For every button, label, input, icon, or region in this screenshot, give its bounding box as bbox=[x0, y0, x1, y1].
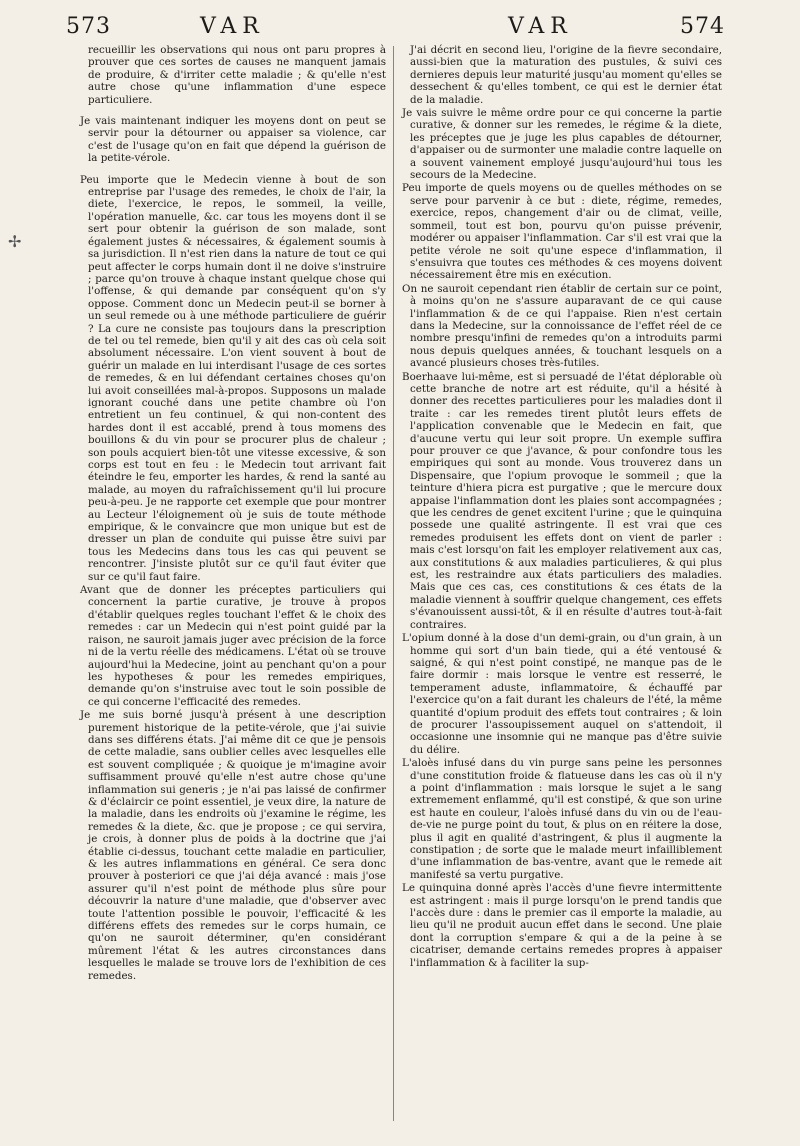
paragraph: Je me suis borné jusqu'à présent à une description purement historique de la petite-vérole, que j'ai suivie dans ses différens états. J'ai même dit ce que je pensois de cette maladie, sans oublier celles avec lesquelles elle est souvent compliquée ; & quoique je m'imagine avoir suffisamment prouvé qu'elle n'est autre chose qu'une inflammation sui generis ; je n'ai pas laissé de confirmer & d'éclaircir ce point essentiel, je veux dire, la nature de la maladie, dans les endroits où j'examine le régime, les remedes & la diete, &c. que je propose ; ce qui servira, je crois, à donner plus de poids à la doctrine que j'ai établie ci-dessus, touchant cette maladie en particulier, & les autres inflammations en général. Ce sera donc prouver à posteriori ce que j'ai déja avancé : mais j'ose assurer qu'il n'est point de méthode plus sûre pour découvrir la nature d'une maladie, que d'observer avec toute l'attention possible le pouvoir, l'efficacité & les différens effets des remedes sur le corps humain, ce qu'on ne sauroit déterminer, qu'en considérant mûrement l'état & les autres circonstances dans lesquelles le malade se trouve lors de l'exhibition de ces remedes. bbox=[80, 709, 386, 982]
paragraph: recueillir les observations qui nous ont paru propres à prouver que ces sortes de causes ne manquent jamais de produire, & d'irriter cette maladie ; & qu'elle n'est autre chose qu'une inflammation d'une espece particuliere. bbox=[88, 44, 386, 106]
paragraph: J'ai décrit en second lieu, l'origine de la fievre secondaire, aussi-bien que la maturation des pustules, & suivi ces dernieres depuis leur maturité jusqu'au moment qu'elles se dessechent & qu'elles tombent, ce qui est le dernier état de la maladie. bbox=[410, 44, 722, 106]
paragraph: L'aloès infusé dans du vin purge sans peine les personnes d'une constitution froide & flatueuse dans les cas où il n'y a point d'inflammation : mais lorsque le sujet a le sang extremement enflammé, qu'il est constipé, & que son urine est haute en couleur, l'aloès infusé dans du vin ou de l'eau-de-vie ne purge point du tout, & plus on en réitere la dose, plus il agit en qualité d'astringent, & plus il augmente la constipation ; de sorte que le malade meurt infailliblement d'une inflammation de bas-ventre, avant que le remede ait manifesté sa vertu purgative. bbox=[402, 757, 722, 881]
paragraph: Je vais maintenant indiquer les moyens dont on peut se servir pour la détourner ou appaiser sa violence, car c'est de l'usage qu'on en fait que dépend la guérison de la petite-vérole. bbox=[80, 115, 386, 165]
page-number-left: 573 bbox=[66, 14, 111, 39]
paragraph: Peu importe de quels moyens ou de quelles méthodes on se serve pour parvenir à ce but : diete, régime, remedes, exercice, repos, changement d'air ou de climat, veille, sommeil, tout est bon, pourvu qu'on puisse prévenir, modérer ou appaiser l'inflammation. Car s'il est vrai que la petite vérole ne soit qu'une espece d'inflammation, il s'ensuivra que toutes ces méthodes & ces moyens doivent nécessairement être mis en exécution. bbox=[402, 182, 722, 282]
paragraph: Boerhaave lui-même, est si persuadé de l'état déplorable où cette branche de notre art est réduite, qu'il a hésité à donner des recettes particulieres pour les maladies dont il traite : car les remedes tirent plutôt leurs effets de l'application convenable que le Medecin en fait, que d'aucune vertu qui leur soit propre. Un exemple suffira pour prouver ce que j'avance, & pour confondre tous les empiriques qui sont au monde. Vous trouverez dans un Dispensaire, que l'opium provoque le sommeil ; que la teinture d'hiera picra est purgative ; que le mercure doux appaise l'inflammation dont les plaies sont accompagnées ; que les cendres de genet excitent l'urine ; que le quinquina possede une qualité astringente. Il est vrai que ces remedes produisent les effets dont on vient de parler : mais c'est lorsqu'on fait les employer relativement aux cas, aux constitutions & aux maladies particulieres, & qui plus est, les restraindre aux états particuliers des maladies. Mais que ces cas, ces constitutions & ces états de la maladie viennent à souffrir quelque changement, ces effets s'évanouissent aussi-tôt, & il en résulte d'autres tout-à-fait contraires. bbox=[402, 370, 722, 631]
paragraph: L'opium donné à la dose d'un demi-grain, ou d'un grain, à un homme qui sort d'un bain tiede, qui a été ventousé & saigné, & qui n'est point constipé, ne manque pas de le faire dormir : mais lorsque le ventre est resserré, le temperament aduste, inflammatoire, & échauffé par l'exercice qu'on a fait durant les chaleurs de l'été, la même quantité d'opium produit des effets tout contraires ; & loin de procurer l'assoupissement auquel on s'attendoit, il occasionne une insomnie qui ne manque pas d'être suivie du délire. bbox=[402, 632, 722, 756]
paragraph: Avant que de donner les préceptes particuliers qui concernent la partie curative, je trouve à propos d'établir quelques regles touchant l'effet & le choix des remedes : car un Medecin qui n'est point guidé par la raison, ne sauroit jamais juger avec précision de la force ni de la vertu réelle des médicamens. L'état où se trouve aujourd'hui la Medecine, joint au penchant qu'on a pour les hypotheses & pour les remedes empiriques, demande qu'on s'instruise avec tout le soin possible de ce qui concerne l'efficacité des remedes. bbox=[80, 584, 386, 708]
running-title-left: VAR bbox=[200, 14, 265, 39]
column-rule bbox=[393, 46, 394, 1121]
page-number-right: 574 bbox=[680, 14, 725, 39]
running-title-right: VAR bbox=[508, 14, 573, 39]
margin-ink-mark: ✢ bbox=[8, 232, 22, 251]
paragraph: Je vais suivre le même ordre pour ce qui concerne la partie curative, & donner sur les remedes, le régime & la diete, les préceptes que je juge les plus capables de détourner, d'appaiser ou de surmonter une maladie contre laquelle on a souvent vainement employé jusqu'aujourd'hui tous les secours de la Medecine. bbox=[402, 107, 722, 182]
left-column bbox=[80, 44, 386, 983]
paragraph: Peu importe que le Medecin vienne à bout de son entreprise par l'usage des remedes, le choix de l'air, la diete, l'exercice, le repos, le sommeil, la veille, l'opération manuelle, &c. car tous les moyens dont il se sert pour obtenir la guérison de son malade, sont également justes & nécessaires, & également soumis à sa jurisdiction. Il n'est rien dans la nature de tout ce qui peut affecter le corps humain dont il ne doive s'instruire ; parce qu'on trouve à chaque instant quelque chose qui l'offense, & qui demande par conséquent qu'on s'y oppose. Comment donc un Medecin peut-il se borner à un seul remede ou à une méthode particuliere de guérir ? La cure ne consiste pas toujours dans la prescription de tel ou tel remede, bien qu'il y ait des cas où cela soit absolument nécessaire. L'on vient souvent à bout de guérir un malade en lui interdisant l'usage de ces sortes de remedes, & en lui défendant certaines choses qu'on lui avoit conseillées mal-à-propos. Supposons un malade ignorant couché dans une petite chambre où l'on entretient un feu continuel, & qui non-content des hardes dont il est accablé, prend à tous momens des bouillons & du vin pour se procurer plus de chaleur ; son pouls acquiert bien-tôt une vitesse excessive, & son corps est tout en feu : le Medecin tout arrivant fait éteindre le feu, emporter les hardes, & rend la santé au malade, au moyen du rafraîchissement qu'il lui procure peu-à-peu. Je ne rapporte cet exemple que pour montrer au Lecteur l'éloignement où je suis de toute méthode empirique, & le convaincre que mon unique but est de dresser un plan de conduite qui puisse être suivi par tous les Medecins dans tous les cas qui peuvent se rencontrer. J'insiste plutôt sur ce qu'il faut éviter que sur ce qu'il faut faire. bbox=[80, 173, 386, 583]
paragraph: On ne sauroit cependant rien établir de certain sur ce point, à moins qu'on ne s'assure auparavant de ce qui cause l'inflammation & de ce qui l'appaise. Rien n'est certain dans la Medecine, sur la connoissance de l'effet réel de ce nombre presqu'infini de remedes qu'on a introduits parmi nous depuis quelques années, & touchant lesquels on a avancé plusieurs choses très-futiles. bbox=[402, 282, 722, 370]
right-column bbox=[402, 44, 722, 970]
paragraph: Le quinquina donné après l'accès d'une fievre intermittente est astringent : mais il purge lorsqu'on le prend tandis que l'accès dure : dans le premier cas il emporte la maladie, au lieu qu'il ne produit aucun effet dans le second. Une plaie dont la corruption s'empare & qui a de la peine à se cicatriser, demande certains remedes propres à appaiser l'inflammation & à faciliter la sup- bbox=[402, 882, 722, 969]
